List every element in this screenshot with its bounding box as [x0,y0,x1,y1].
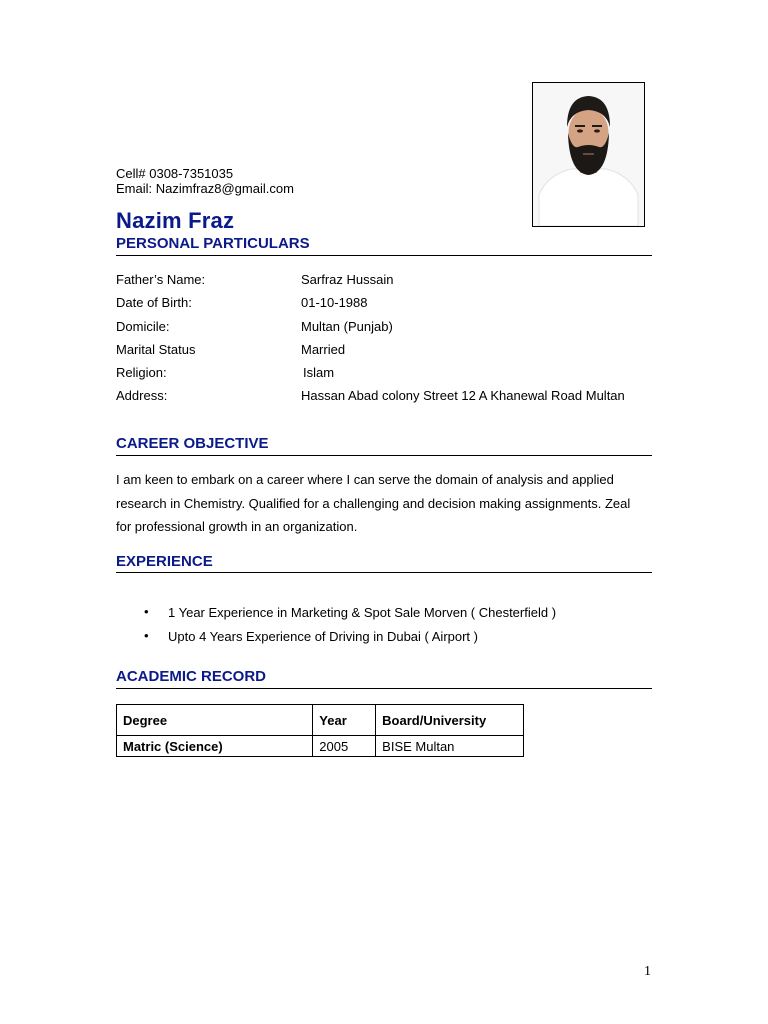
personal-label-marital: Marital Status [116,342,196,357]
personal-value-address: Hassan Abad colony Street 12 A Khanewal Road Multan [301,388,625,403]
personal-value-marital: Married [301,342,346,357]
table-row [117,736,524,757]
section-divider [116,572,652,573]
personal-value-dob: 01-10-1988 [301,295,368,310]
personal-value-domicile: Multan (Punjab) [301,319,393,334]
section-heading-career: CAREER OBJECTIVE [116,435,269,452]
section-divider [116,688,652,689]
bullet-icon: • [144,604,149,619]
section-divider [116,255,652,256]
personal-label-address: Address: [116,388,168,403]
table-header-cell: Year [313,705,376,736]
experience-item: 1 Year Experience in Marketing & Spot Sale Morven ( Chesterfield ) [168,605,557,620]
personal-label-domicile: Domicile: [116,319,170,334]
section-divider [116,455,652,456]
table-cell-year: 2005 [313,736,376,757]
experience-item: Upto 4 Years Experience of Driving in Dubai ( Airport ) [168,629,478,644]
academic-table [116,704,524,757]
personal-label-dob: Date of Birth: [116,295,192,310]
personal-label-religion: Religion: [116,365,167,380]
profile-photo-icon [533,83,644,226]
contact-block [116,166,294,196]
table-cell-degree: Matric (Science) [117,736,313,757]
section-heading-experience: EXPERIENCE [116,553,213,570]
candidate-name: Nazim Fraz [116,208,235,233]
table-header-cell: Degree [117,705,313,736]
cell-number: Cell# 0308-7351035 [116,166,234,181]
profile-photo [532,82,645,227]
section-heading-academic: ACADEMIC RECORD [116,668,266,685]
section-heading-personal: PERSONAL PARTICULARS [116,235,310,252]
personal-label-father: Father’s Name: [116,272,206,287]
table-cell-board: BISE Multan [376,736,524,757]
email-address: Email: Nazimfraz8@gmail.com [116,181,294,196]
bullet-icon: • [144,628,149,643]
personal-value-father: Sarfraz Hussain [301,272,394,287]
page-number: 1 [644,964,651,979]
table-header-row [117,705,524,736]
career-objective-text: I am keen to embark on a career where I can serve the domain of analysis and applied research in Chemistry. Qualified for a challenging and decision making assignments. Zeal for professional growth in an organization. [116,472,631,534]
personal-value-religion: Islam [303,365,335,380]
table-header-cell: Board/University [376,705,524,736]
